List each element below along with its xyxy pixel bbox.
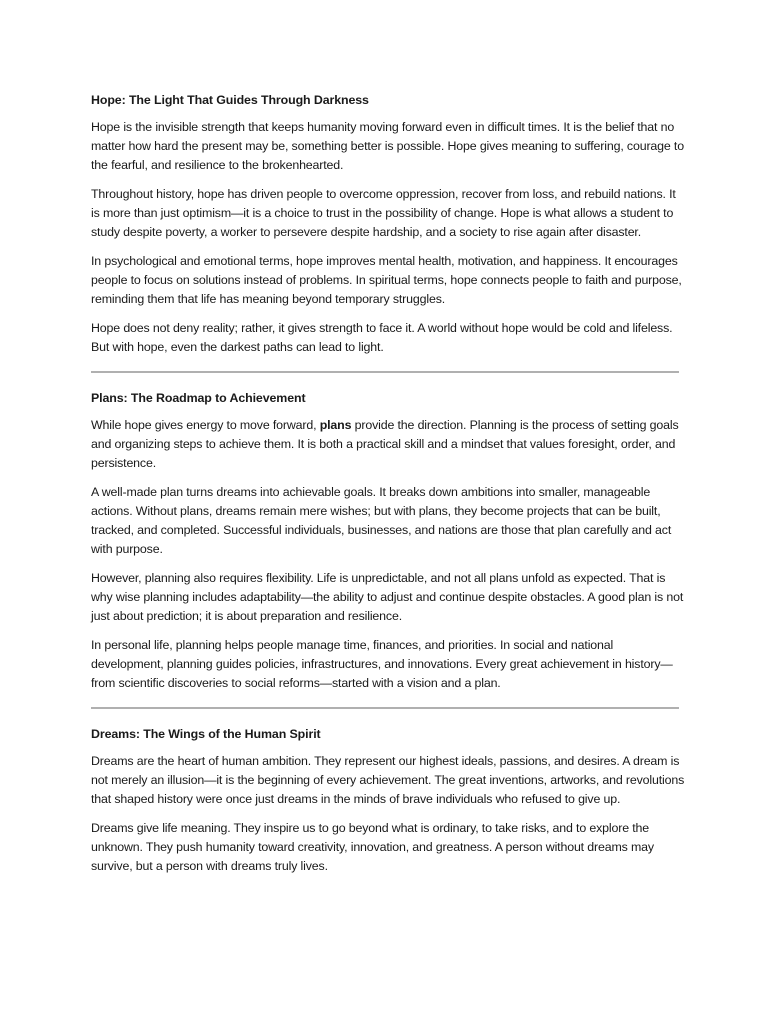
paragraph: Dreams give life meaning. They inspire us to go beyond what is ordinary, to take risks, and to explore the unknown. They push humanity toward creativity, innovation, and greatness. A person without dreams may survive, but a person with dreams truly lives. [91, 821, 654, 873]
paragraph: In psychological and emotional terms, hope improves mental health, motivation, and happiness. It encourages people to focus on solutions instead of problems. In spiritual terms, hope connects people to faith and purpose, reminding them that life has meaning beyond temporary struggles. [91, 254, 682, 306]
emphasized-term: plans [319, 418, 352, 432]
section-heading: Plans: The Roadmap to Achievement [91, 391, 306, 405]
paragraph-text: While hope gives energy to move forward, [91, 418, 320, 432]
section-heading: Hope: The Light That Guides Through Darkness [91, 93, 369, 107]
section-divider [91, 371, 679, 373]
paragraph: However, planning also requires flexibility. Life is unpredictable, and not all plans unfold as expected. That is why wise planning includes adaptability—the ability to adjust and continue despite obstacles. A good plan is not just about prediction; it is about preparation and resilience. [91, 571, 684, 623]
paragraph: Hope is the invisible strength that keeps humanity moving forward even in difficult times. It is the belief that no matter how hard the present may be, something better is possible. Hope gives meaning to suffering, courage to the fearful, and resilience to the brokenhearted. [91, 120, 684, 172]
paragraph [91, 416, 685, 473]
paragraph: Hope does not deny reality; rather, it gives strength to face it. A world without hope would be cold and lifeless. But with hope, even the darkest paths can lead to light. [91, 321, 673, 354]
paragraph: In personal life, planning helps people manage time, finances, and priorities. In social and national development, planning guides policies, infrastructures, and innovations. Every great achievement in history—from scientific discoveries to social reforms—started with a vision and a plan. [91, 638, 673, 690]
section-heading: Dreams: The Wings of the Human Spirit [91, 727, 321, 741]
section-divider [91, 707, 679, 709]
paragraph: A well-made plan turns dreams into achievable goals. It breaks down ambitions into smaller, manageable actions. Without plans, dreams remain mere wishes; but with plans, they become projects that can be built, tracked, and completed. Successful individuals, businesses, and nations are those that plan carefully and act with purpose. [91, 485, 672, 556]
paragraph: Throughout history, hope has driven people to overcome oppression, recover from loss, and rebuild nations. It is more than just optimism—it is a choice to trust in the possibility of change. Hope is what allows a student to study despite poverty, a worker to persevere despite hardship, and a society to rise again after disaster. [91, 187, 676, 239]
document-page [91, 92, 685, 886]
paragraph: Dreams are the heart of human ambition. They represent our highest ideals, passions, and desires. A dream is not merely an illusion—it is the beginning of every achievement. The great inventions, artworks, and revolutions that shaped history were once just dreams in the minds of brave individuals who refused to give up. [91, 754, 685, 806]
section-plans [91, 390, 685, 693]
paragraph-text: provide the direction. Planning is the process of setting goals and organizing steps to achieve them. It is both a practical skill and a mindset that values foresight, order, and persistence. [91, 418, 679, 470]
section-dreams [91, 726, 685, 876]
section-hope [91, 92, 685, 357]
